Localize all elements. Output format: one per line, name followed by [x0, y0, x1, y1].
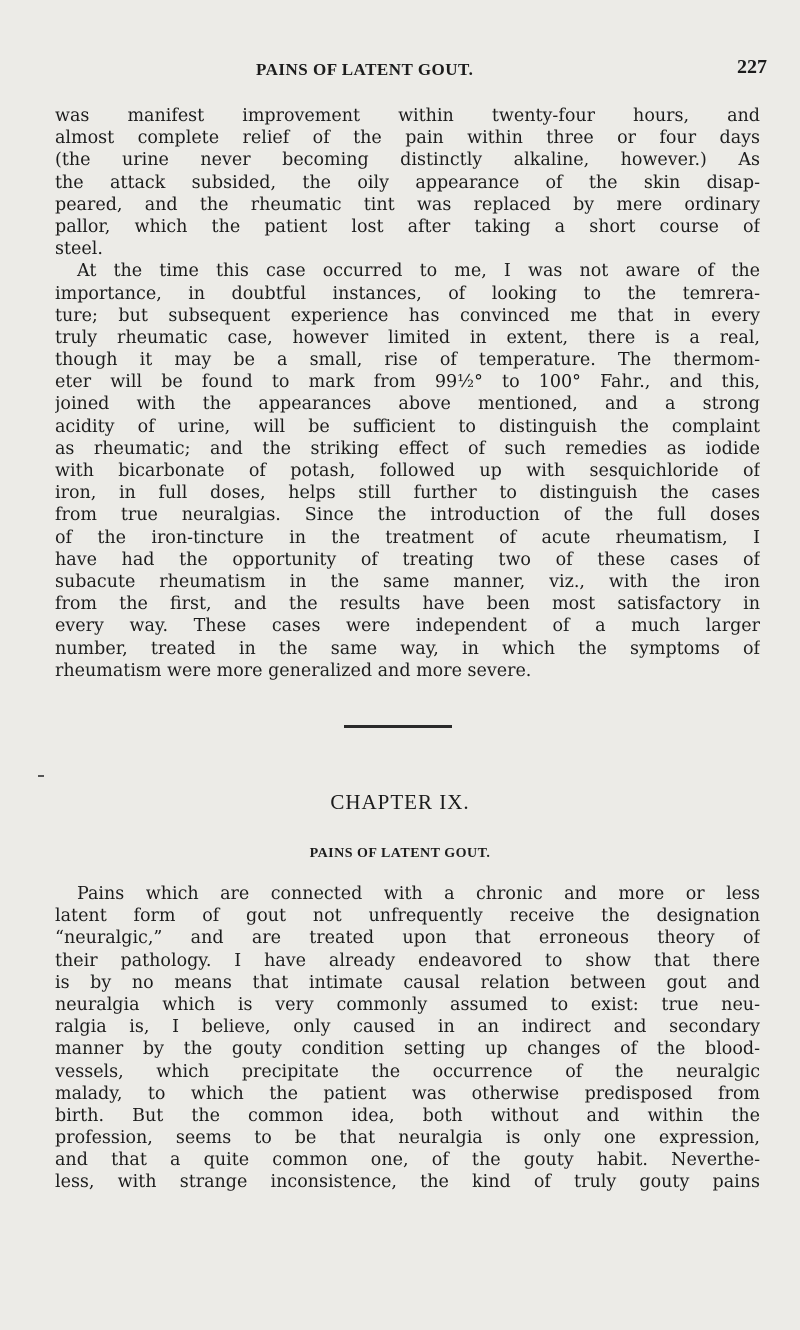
text-line: peared, and the rheumatic tint was replaced by mere ordinary: [55, 194, 760, 215]
text-line: number, treated in the same way, in which the symptoms of: [55, 638, 760, 659]
text-line: with bicarbonate of potash, followed up with sesquichloride of: [55, 461, 760, 481]
text-line: as rheumatic; and the striking effect of such remedies as iodide: [55, 438, 760, 459]
text-line: every way. These cases were independent of a much larger: [55, 616, 760, 637]
chapter-title: CHAPTER IX.: [330, 790, 470, 814]
page-number: 227: [737, 56, 767, 78]
text-line: joined with the appearances above mentioned, and a strong: [55, 394, 760, 415]
text-line: ralgia is, I believe, only caused in an indirect and secondary: [55, 1017, 760, 1038]
text-line: though it may be a small, rise of temperature. The thermom-: [55, 350, 760, 371]
text-line: steel.: [55, 239, 103, 260]
text-line: is by no means that intimate causal relation between gout and: [55, 972, 760, 993]
text-line: latent form of gout not unfrequently receive the designation: [55, 906, 760, 927]
text-line: Pains which are connected with a chronic and more or less: [77, 884, 760, 904]
body-text-section-a: [55, 105, 760, 682]
text-line: neuralgia which is very commonly assumed to exist: true neu-: [55, 994, 760, 1015]
text-line: ture; but subsequent experience has convinced me that in every: [55, 305, 760, 326]
text-line: their pathology. I have already endeavored to show that there: [55, 950, 760, 971]
text-line: birth. But the common idea, both without and within the: [55, 1105, 760, 1126]
chapter-subtitle: PAINS OF LATENT GOUT.: [309, 846, 491, 861]
text-line: pallor, which the patient lost after taking a short course of: [55, 216, 760, 237]
text-line: vessels, which precipitate the occurrence of the neuralgic: [55, 1061, 760, 1082]
text-line: “neuralgic,” and are treated upon that erroneous theory of: [55, 928, 760, 949]
section-divider-rule: [344, 725, 452, 728]
text-line: and that a quite common one, of the gouty habit. Neverthe-: [55, 1150, 760, 1171]
text-line: eter will be found to mark from 99½° to 100° Fahr., and this,: [55, 372, 760, 393]
text-line: (the urine never becoming distinctly alkaline, however.) As: [55, 150, 760, 171]
text-line: manner by the gouty condition setting up changes of the blood-: [55, 1039, 760, 1060]
text-line: almost complete relief of the pain within three or four days: [55, 128, 760, 149]
text-line: importance, in doubtful instances, of looking to the temrera-: [55, 283, 760, 304]
text-line: rheumatism were more generalized and more severe.: [55, 660, 532, 681]
text-line: from the first, and the results have been most satisfactory in: [55, 594, 760, 615]
text-line: was manifest improvement within twenty-four hours, and: [55, 106, 760, 126]
text-line: At the time this case occurred to me, I was not aware of the: [77, 261, 760, 282]
text-line: subacute rheumatism in the same manner, viz., with the iron: [55, 571, 760, 592]
text-line: truly rheumatic case, however limited in extent, there is a real,: [55, 327, 760, 348]
text-line: acidity of urine, will be sufficient to distinguish the complaint: [55, 416, 760, 437]
text-line: from true neuralgias. Since the introduction of the full doses: [55, 505, 760, 526]
running-head: PAINS OF LATENT GOUT.: [256, 60, 474, 79]
margin-mark: [38, 775, 44, 777]
text-line: have had the opportunity of treating two of these cases of: [55, 549, 760, 570]
text-line: iron, in full doses, helps still further to distinguish the cases: [55, 483, 760, 504]
text-line: the attack subsided, the oily appearance of the skin disap-: [55, 172, 760, 193]
text-line: profession, seems to be that neuralgia is only one expression,: [55, 1128, 760, 1149]
text-line: of the iron-tincture in the treatment of acute rheumatism, I: [55, 527, 760, 548]
text-line: less, with strange inconsistence, the kind of truly gouty pains: [55, 1172, 760, 1193]
text-line: malady, to which the patient was otherwise predisposed from: [55, 1083, 760, 1104]
body-text-section-b: [55, 883, 760, 1194]
